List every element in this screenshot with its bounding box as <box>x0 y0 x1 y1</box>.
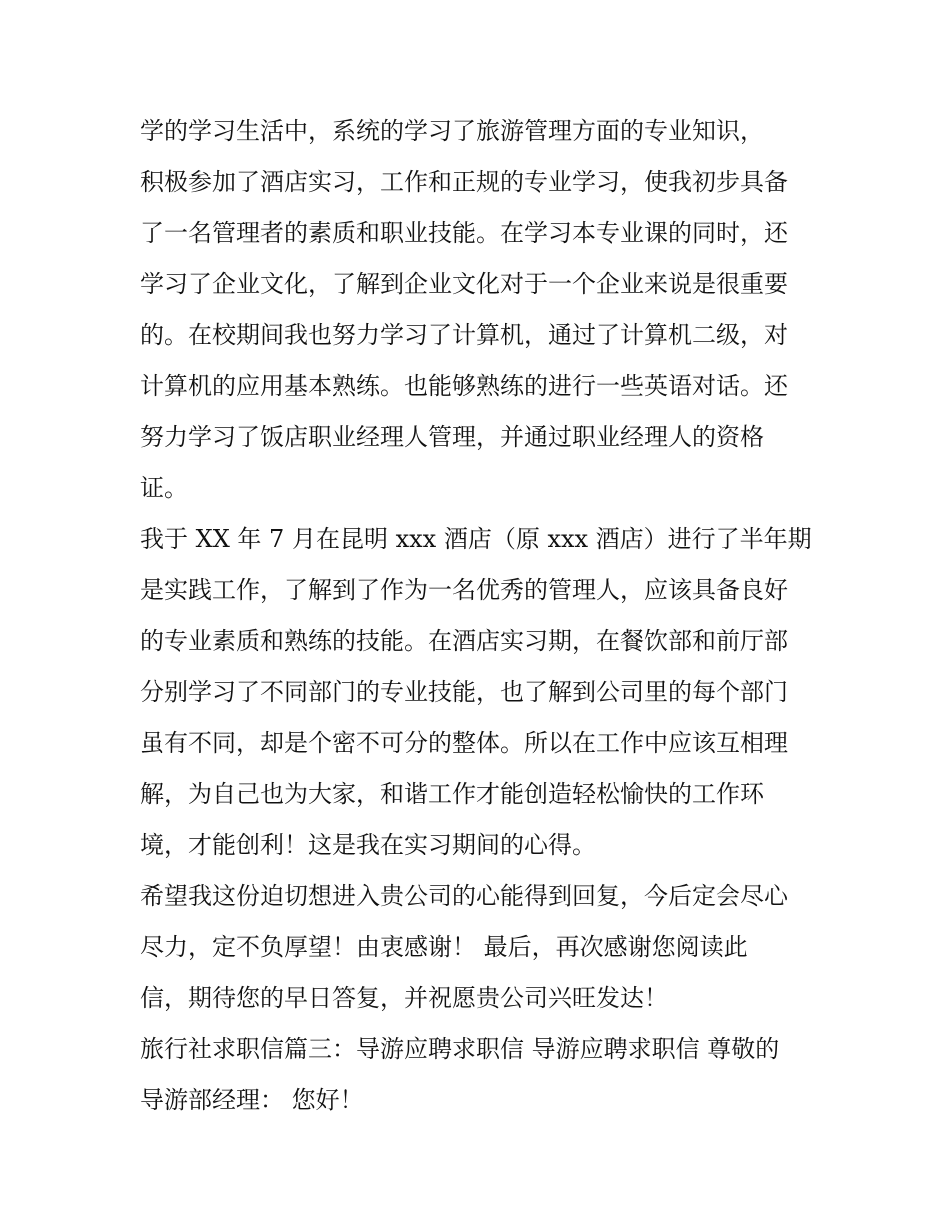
text-line-16: 希望我这份迫切想进入贵公司的心能得到回复，今后定会尽心 <box>140 882 788 910</box>
text-line-17: 尽力，定不负厚望！由衷感谢！ 最后，再次感谢您阅读此 <box>140 933 748 961</box>
text-line-12: 分别学习了不同部门的专业技能，也了解到公司里的每个部门 <box>140 678 788 706</box>
text-line-5: 的。在校期间我也努力学习了计算机，通过了计算机二级，对 <box>140 321 788 349</box>
text-line-4: 学习了企业文化，了解到企业文化对于一个企业来说是很重要 <box>140 270 788 298</box>
text-line-6: 计算机的应用基本熟练。也能够熟练的进行一些英语对话。还 <box>140 372 788 400</box>
text-line-13: 虽有不同，却是个密不可分的整体。所以在工作中应该互相理 <box>140 729 788 757</box>
text-line-7: 努力学习了饭店职业经理人管理，并通过职业经理人的资格 <box>140 423 764 451</box>
text-line-15: 境，才能创利！这是我在实习期间的心得。 <box>140 831 596 859</box>
text-line-8: 证。 <box>140 474 188 502</box>
text-line-2: 积极参加了酒店实习，工作和正规的专业学习，使我初步具备 <box>140 168 788 196</box>
text-line-9: 我于 XX 年 7 月在昆明 xxx 酒店（原 xxx 酒店）进行了半年期 <box>140 525 812 553</box>
text-line-18: 信，期待您的早日答复，并祝愿贵公司兴旺发达！ <box>140 984 668 1012</box>
text-line-20: 导游部经理： 您好！ <box>140 1086 364 1114</box>
text-line-14: 解，为自己也为大家，和谐工作才能创造轻松愉快的工作环 <box>140 780 764 808</box>
text-line-19: 旅行社求职信篇三：导游应聘求职信 导游应聘求职信 尊敬的 <box>140 1035 780 1063</box>
text-line-11: 的专业素质和熟练的技能。在酒店实习期，在餐饮部和前厅部 <box>140 627 788 655</box>
document-body <box>140 106 820 1126</box>
text-line-1: 学的学习生活中，系统的学习了旅游管理方面的专业知识， <box>140 117 764 145</box>
text-line-3: 了一名管理者的素质和职业技能。在学习本专业课的同时，还 <box>140 219 788 247</box>
text-line-10: 是实践工作，了解到了作为一名优秀的管理人，应该具备良好 <box>140 576 788 604</box>
